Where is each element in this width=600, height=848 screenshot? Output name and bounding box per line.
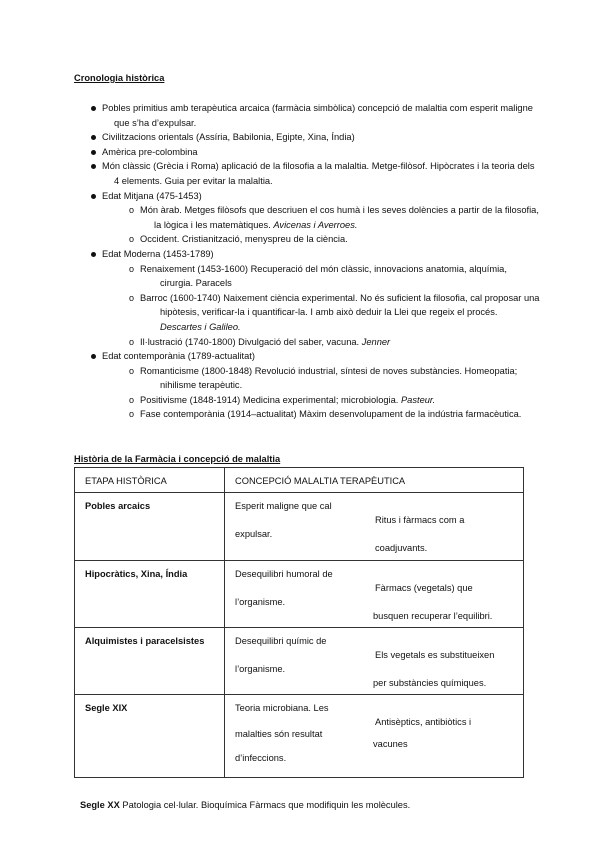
table-row	[75, 561, 524, 628]
stage-text: Alquimistes i paracelsistes	[85, 636, 205, 646]
list-item	[90, 349, 540, 422]
sublist-item-text: Barroc (1600-1740) Naixement ciència experimental. No és suficient la filosofia, cal proposar una hipòtesis, verificar-la i quantificar-la. I amb això deduir la Llei que regeix el procés.	[140, 292, 540, 318]
sublist-item	[130, 393, 540, 408]
list-item	[90, 101, 540, 130]
therapy-text: Ritus i fàrmacs com a	[375, 515, 465, 525]
sublist-item-text: Positivisme (1848-1914) Medicina experimental; microbiologia.	[140, 394, 399, 405]
sublist	[102, 262, 540, 350]
list-item-text: Edat Moderna (1453-1789)	[102, 248, 214, 259]
therapy-text: per substàncies químiques.	[373, 678, 487, 688]
list-item	[90, 247, 540, 349]
therapy-text: Els vegetals es substitueixen	[375, 650, 495, 660]
concept-text: l’organisme.	[235, 664, 286, 674]
sublist-item-text: o Occident. Cristianització, menyspreu de la ciència.	[140, 234, 348, 245]
sublist-item	[130, 203, 540, 232]
historia-heading: Història de la Farmàcia i concepció de malaltia	[74, 454, 281, 464]
sublist-item	[130, 262, 540, 291]
stage-text: Hipocràtics, Xina, Índia	[85, 569, 188, 579]
sublist-item-text: o Romanticisme (1800-1848) Revolució industrial, síntesi de noves substàncies. Homeopatia; nihilisme terapèutic.	[140, 365, 518, 391]
header-concept: CONCEPCIÓ MALALTIA TERAPÈUTICA	[235, 476, 406, 486]
concept-text: Teoria microbiana. Les	[235, 703, 329, 713]
therapy-text: Antisèptics, antibiòtics i	[375, 717, 472, 727]
sublist-item	[130, 364, 540, 393]
sublist-item-text: o Renaixement (1453-1600) Recuperació del món clàssic, innovacions anatomia, alquímia, cirurgia. Paracels	[140, 263, 507, 289]
sublist	[102, 364, 540, 422]
concept-cell	[225, 493, 524, 561]
list-item-text: Món clàssic (Grècia i Roma) aplicació de la filosofia a la malaltia. Metge-filòsof. Hipòcrates i la teoria dels 4 elements. Guia per evitar la malaltia.	[102, 161, 535, 186]
stage-text: Segle XIX	[85, 703, 128, 713]
list-item-text: Civilitzacions orientals (Assíria, Babilonia, Egipte, Xina, Índia)	[102, 132, 355, 143]
footer-note	[80, 798, 410, 813]
concept-cell	[225, 695, 524, 778]
footer-text: Patologia cel·lular. Bioquímica Fàrmacs que modifiquin les molècules.	[122, 800, 411, 810]
reference-text: Avicenas i Averroes.	[273, 219, 358, 230]
therapy-text: busquen recuperar l’equilibri.	[373, 611, 493, 621]
concept-text: d’infeccions.	[235, 753, 287, 763]
table-row	[75, 493, 524, 561]
table-header-cell	[75, 468, 225, 493]
sublist-item	[130, 291, 540, 335]
sublist-item	[130, 407, 540, 422]
cronologia-list	[90, 101, 540, 422]
sublist-item	[130, 335, 540, 350]
stage-cell	[75, 628, 225, 695]
list-item	[90, 159, 540, 188]
table-row	[75, 628, 524, 695]
stage-text: Pobles arcaics	[85, 501, 151, 511]
sublist-item-text: Il·lustració (1740-1800) Divulgació del saber, vacuna.	[140, 336, 360, 347]
concept-cell	[225, 628, 524, 695]
table-header-cell	[225, 468, 524, 493]
concept-text: Desequilibri humoral de	[235, 569, 333, 579]
concept-cell	[225, 561, 524, 628]
historia-table	[74, 467, 524, 778]
list-item-text: Edat Mitjana (475-1453)	[102, 190, 202, 201]
list-item	[90, 145, 540, 160]
concept-text: l’organisme.	[235, 597, 286, 607]
header-stage: ETAPA HISTÒRICA	[85, 476, 167, 486]
therapy-text: Fàrmacs (vegetals) que	[375, 583, 473, 593]
list-item-text: Amèrica pre-colombina	[102, 146, 198, 157]
concept-text: malalties són resultat	[235, 729, 323, 739]
table-header-row	[75, 468, 524, 493]
table-row	[75, 695, 524, 778]
list-item-text: Edat contemporània (1789-actualitat)	[102, 351, 255, 362]
therapy-text: vacunes	[373, 739, 408, 749]
sublist-item-text: o Fase contemporània (1914–actualitat) Màxim desenvolupament de la indústria farmacèutica.	[140, 409, 522, 420]
reference-text: Jenner	[361, 336, 391, 347]
list-item-text: Pobles primitius amb terapèutica arcaica (farmàcia simbòlica) concepció de malaltia com esperit maligne que s’ha d’expulsar.	[102, 103, 533, 128]
concept-text: Desequilibri químic de	[235, 636, 327, 646]
list-item	[90, 130, 540, 145]
sublist	[102, 203, 540, 247]
stage-cell	[75, 493, 225, 561]
concept-text: expulsar.	[235, 529, 273, 539]
stage-cell	[75, 695, 225, 778]
cronologia-heading: Cronologia històrica	[74, 73, 165, 83]
footer-label: Segle XX	[80, 800, 120, 810]
sublist-item	[130, 232, 540, 247]
therapy-text: coadjuvants.	[375, 543, 428, 553]
reference-text: Pasteur.	[400, 394, 436, 405]
stage-cell	[75, 561, 225, 628]
concept-text: Esperit maligne que cal	[235, 501, 332, 511]
sublist-item-text: Món àrab. Metges filòsofs que descriuen el cos humà i les seves dolències a partir de la filosofia, la lògica i les matemàtiques.	[140, 205, 539, 230]
reference-text: Descartes i Galileo.	[160, 321, 241, 332]
list-item	[90, 189, 540, 247]
